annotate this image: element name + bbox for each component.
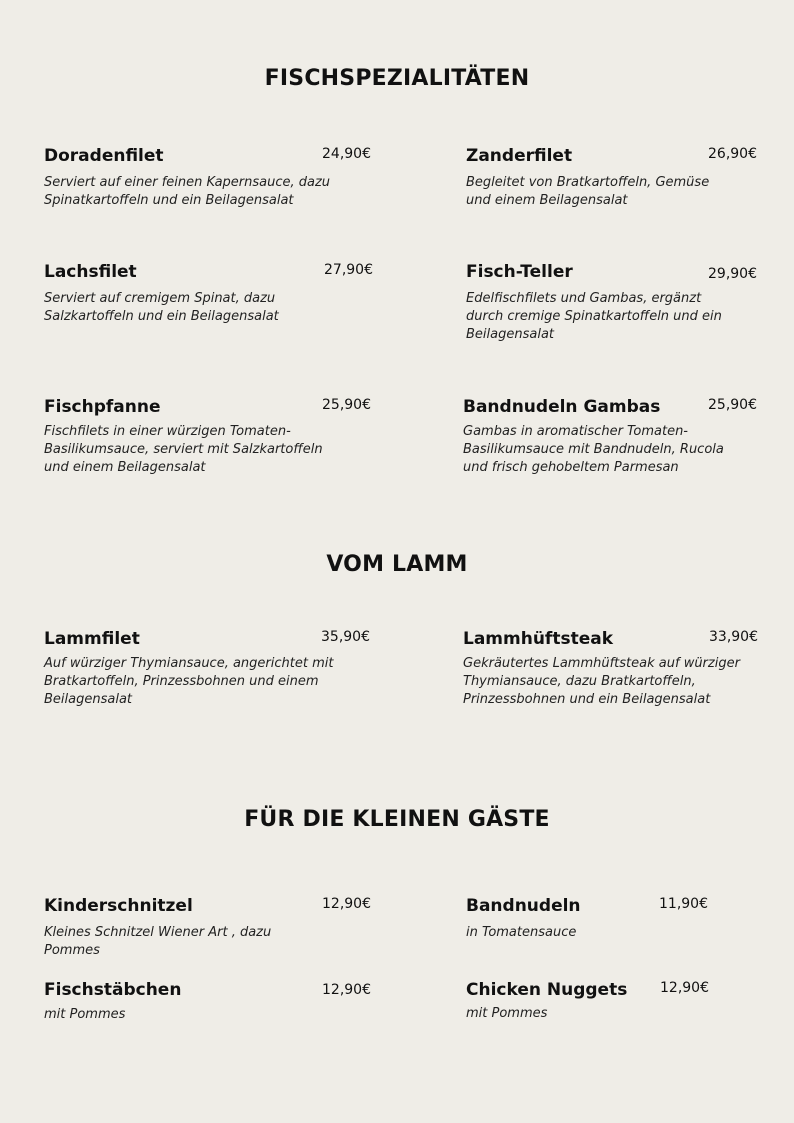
item-name: Lammfilet xyxy=(44,629,140,649)
item-name: Bandnudeln xyxy=(466,896,581,916)
item-name: Kinderschnitzel xyxy=(44,896,193,916)
item-price: 12,90€ xyxy=(322,896,371,912)
item-description: Gambas in aromatischer Tomaten-Basilikumsauce mit Bandnudeln, Rucola und frisch gehobeltem Parmesan xyxy=(463,424,724,475)
item-description: Edelfischfilets und Gambas, ergänzt durch cremige Spinatkartoffeln und ein Beilagensalat xyxy=(466,291,722,342)
item-description: Fischfilets in einer würzigen Tomaten-Basilikumsauce, serviert mit Salzkartoffeln und einem Beilagensalat xyxy=(44,424,323,475)
item-price: 11,90€ xyxy=(659,896,708,912)
item-description: Begleitet von Bratkartoffeln, Gemüse und einem Beilagensalat xyxy=(466,175,710,208)
item-name: Doradenfilet xyxy=(44,146,164,166)
section-title-fisch: FISCHSPEZIALITÄTEN xyxy=(264,66,530,91)
item-description: Kleines Schnitzel Wiener Art , dazu Pommes xyxy=(44,925,272,958)
item-name: Fisch-Teller xyxy=(466,262,573,282)
item-description: mit Pommes xyxy=(466,1006,548,1021)
item-description: Serviert auf cremigem Spinat, dazu Salzkartoffeln und ein Beilagensalat xyxy=(44,291,279,324)
item-name: Bandnudeln Gambas xyxy=(463,397,661,417)
item-price: 25,90€ xyxy=(708,397,757,413)
item-name: Chicken Nuggets xyxy=(466,980,628,1000)
item-price: 24,90€ xyxy=(322,146,371,162)
item-name: Fischpfanne xyxy=(44,397,161,417)
item-price: 29,90€ xyxy=(708,266,757,282)
item-price: 27,90€ xyxy=(324,262,373,278)
item-price: 12,90€ xyxy=(660,980,709,996)
item-description: Gekräutertes Lammhüftsteak auf würziger Thymiansauce, dazu Bratkartoffeln, Prinzessbohnen und ein Beilagensalat xyxy=(463,656,740,707)
item-price: 26,90€ xyxy=(708,146,757,162)
item-name: Lammhüftsteak xyxy=(463,629,614,649)
item-description: mit Pommes xyxy=(44,1007,126,1022)
section-title-kinder: FÜR DIE KLEINEN GÄSTE xyxy=(244,807,550,832)
item-price: 12,90€ xyxy=(322,982,371,998)
item-name: Zanderfilet xyxy=(466,146,573,166)
item-price: 25,90€ xyxy=(322,397,371,413)
item-description: in Tomatensauce xyxy=(466,925,577,940)
item-description: Serviert auf einer feinen Kapernsauce, dazu Spinatkartoffeln und ein Beilagensalat xyxy=(44,175,331,208)
section-title-lamm: VOM LAMM xyxy=(326,552,468,577)
item-price: 35,90€ xyxy=(321,629,370,645)
item-name: Fischstäbchen xyxy=(44,980,182,1000)
item-description: Auf würziger Thymiansauce, angerichtet mit Bratkartoffeln, Prinzessbohnen und einem Beilagensalat xyxy=(44,656,334,707)
item-price: 33,90€ xyxy=(709,629,758,645)
item-name: Lachsfilet xyxy=(44,262,137,282)
